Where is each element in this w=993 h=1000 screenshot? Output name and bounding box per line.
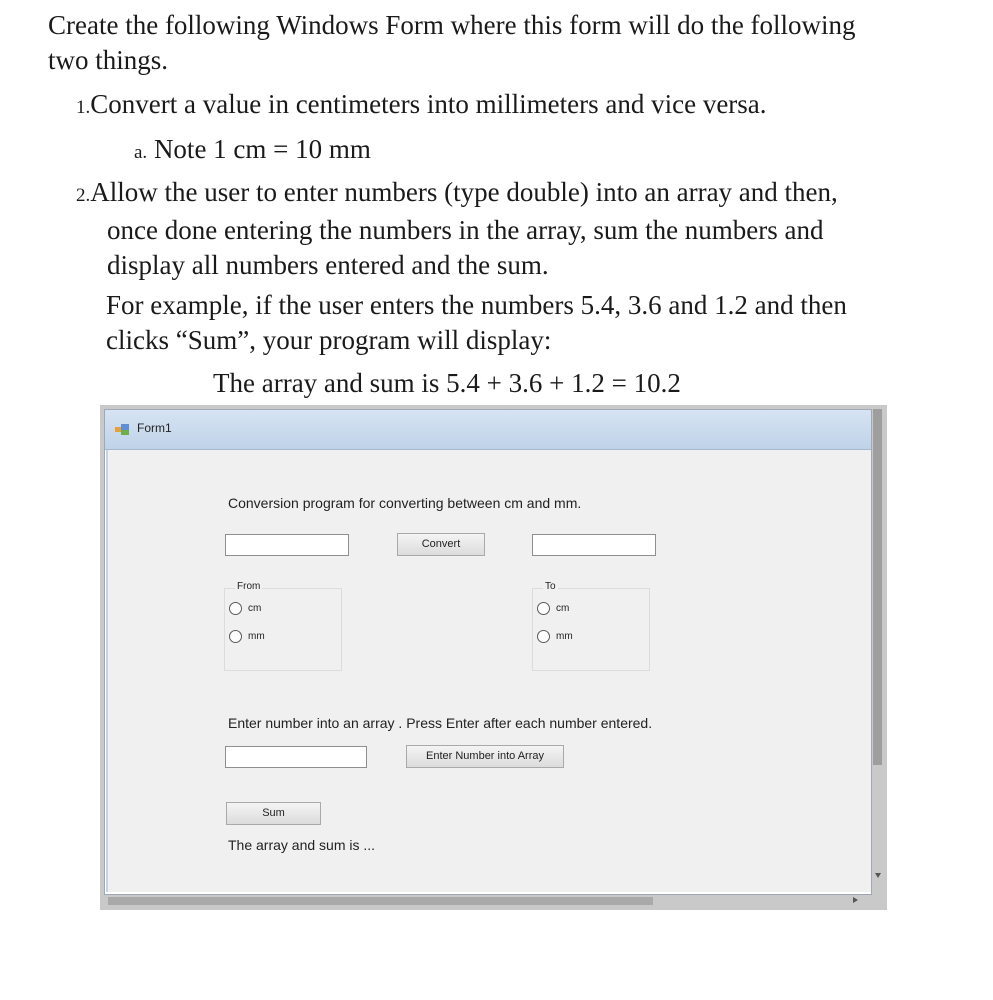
intro-paragraph [48,8,856,78]
list-item-1a [134,132,371,170]
list-item-2-line-3: display all numbers entered and the sum. [107,250,549,280]
to-group-label: To [545,581,556,592]
list-item-2-line-1: Allow the user to enter numbers (type double) into an array and then, [90,177,838,207]
intro-line-1: Create the following Windows Form where this form will do the following [48,10,856,40]
list-item-2-line-2: once done entering the numbers in the array, sum the numbers and [107,215,824,245]
enter-number-button[interactable]: Enter Number into Array [406,745,564,768]
array-instruction-label: Enter number into an array . Press Enter after each number entered. [228,715,653,731]
form-screenshot [100,405,887,910]
example-line-1: For example, if the user enters the numbers 5.4, 3.6 and 1.2 and then [106,290,847,320]
horizontal-scrollbar[interactable] [108,897,653,905]
scroll-right-arrow-icon[interactable] [853,897,858,903]
intro-line-2: two things. [48,45,169,75]
list-item-1a-letter: a. [134,142,148,163]
form-window [104,409,872,895]
to-value-input[interactable] [532,534,656,556]
from-group-label: From [237,581,261,592]
list-item-1-number: 1. [76,97,91,118]
from-mm-label: mm [248,631,265,642]
to-mm-radio[interactable] [537,630,550,643]
list-item-1-text: Convert a value in centimeters into millimeters and vice versa. [90,89,767,119]
to-cm-label: cm [556,603,570,614]
to-group [532,588,650,671]
form-title: Form1 [137,421,172,435]
form-client-area [106,450,872,892]
sum-button[interactable]: Sum [226,802,321,825]
example-output: The array and sum is 5.4 + 3.6 + 1.2 = 10.2 [213,368,681,398]
conversion-label: Conversion program for converting between cm and mm. [228,495,582,511]
example-line-2: clicks “Sum”, your program will display: [106,325,552,355]
list-item-2-number: 2. [76,185,91,206]
from-value-input[interactable] [225,534,349,556]
array-number-input[interactable] [225,746,367,768]
convert-button[interactable]: Convert [397,533,485,556]
example-paragraph [106,288,847,358]
from-cm-label: cm [248,603,262,614]
form-app-icon [115,424,129,435]
list-item-1 [76,87,767,125]
list-item-1a-text: Note 1 cm = 10 mm [153,134,371,164]
from-cm-radio[interactable] [229,602,242,615]
result-label: The array and sum is ... [228,837,376,853]
to-mm-label: mm [556,631,573,642]
from-mm-radio[interactable] [229,630,242,643]
vertical-scrollbar[interactable] [873,409,882,765]
scroll-down-arrow-icon[interactable] [875,873,881,878]
list-item-2 [76,175,838,283]
form-title-bar[interactable] [105,410,871,450]
to-cm-radio[interactable] [537,602,550,615]
from-group [224,588,342,671]
